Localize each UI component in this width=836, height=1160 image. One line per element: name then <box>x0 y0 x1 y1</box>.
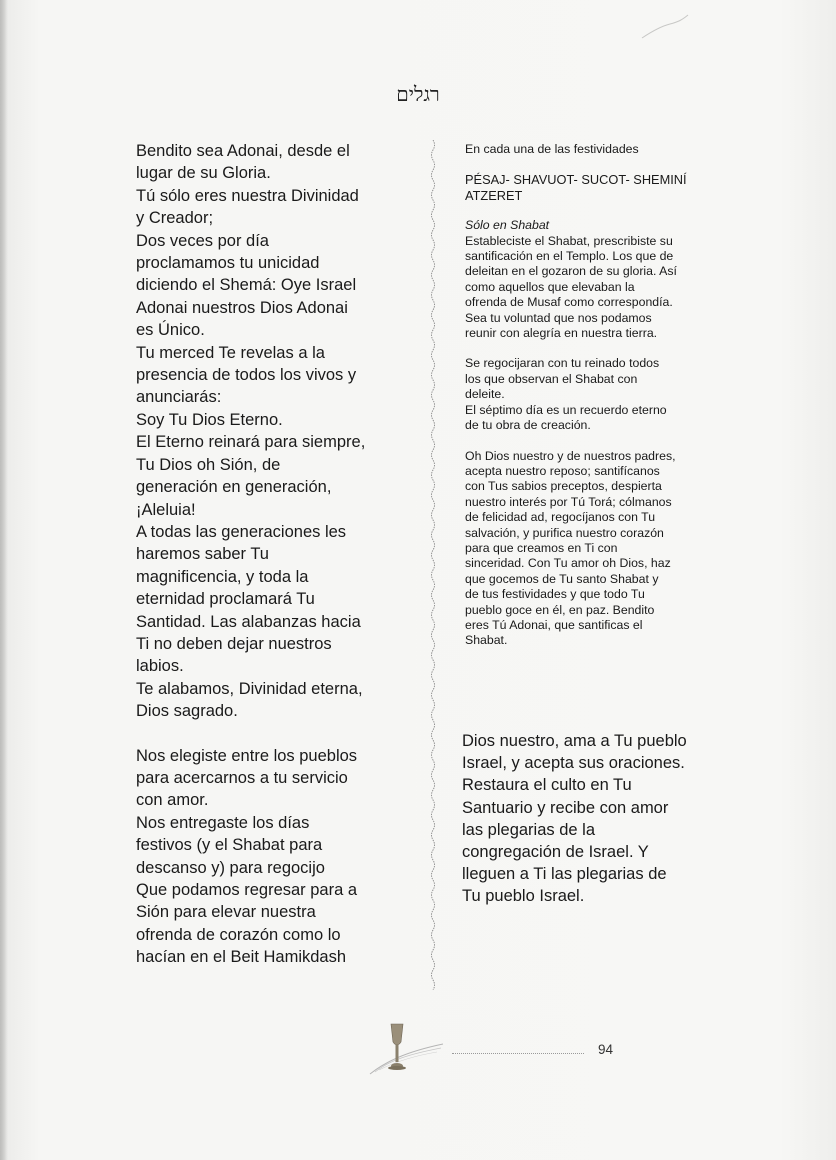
verse-line: Tu Dios oh Sión, de <box>136 455 281 474</box>
page-number: 94 <box>598 1042 614 1057</box>
verse-line: ¡Aleluia! <box>136 500 196 519</box>
wavy-column-divider <box>425 140 441 990</box>
verse-line: Adonai nuestros Dios Adonai <box>136 298 348 317</box>
text-line: con Tus sabios preceptos, despierta <box>465 479 662 494</box>
text-line: deleitan en el gozaron de su gloria. Así <box>465 264 677 279</box>
shabbat-only-heading: Sólo en Shabat <box>465 218 550 233</box>
festivities-intro: En cada una de las festividades <box>465 142 639 156</box>
verse-line: Soy Tu Dios Eterno. <box>136 410 283 429</box>
text-line: eres Tú Adonai, que santificas el <box>465 617 643 632</box>
verse-line: las plegarias de la <box>462 820 595 839</box>
text-line: acepta nuestro reposo; santifícanos <box>465 463 660 478</box>
verse-line: eternidad proclamará Tu <box>136 590 315 609</box>
verse-line: generación en generación, <box>136 478 332 497</box>
verse-line: Dos veces por día <box>136 231 269 250</box>
verse-line: Bendito sea Adonai, desde el <box>136 142 350 160</box>
text-line: pueblo goce en él, en paz. Bendito <box>465 602 655 617</box>
verse-line: lleguen a Ti las plegarias de <box>462 865 667 884</box>
verse-line: anunciarás: <box>136 388 222 407</box>
verse-line: Dios nuestro, ama a Tu pueblo <box>462 732 687 750</box>
festivals-list-line1: PÉSAJ- SHAVUOT- SUCOT- SHEMINÍ <box>465 172 687 188</box>
verse-line: magnificencia, y toda la <box>136 567 309 586</box>
text-line: sinceridad. Con Tu amor oh Dios, haz <box>465 556 671 571</box>
verse-line: ofrenda de corazón como lo <box>136 925 341 944</box>
verse-line: descanso y) para regocijo <box>136 858 325 877</box>
verse-line: y Creador; <box>136 209 214 228</box>
text-line: para que creamos en Ti con <box>465 540 618 555</box>
verse-line: hacían en el Beit Hamikdash <box>136 948 347 967</box>
verse-line: Tu merced Te revelas a la <box>136 343 325 362</box>
verse-line: Nos elegiste entre los pueblos <box>136 746 358 765</box>
text-line: Estableciste el Shabat, prescribiste su <box>465 233 673 248</box>
verse-line: labios. <box>136 657 184 676</box>
text-line: Oh Dios nuestro y de nuestros padres, <box>465 448 676 463</box>
verse-line: es Único. <box>136 321 205 340</box>
text-line: El séptimo día es un recuerdo eterno <box>465 402 667 417</box>
text-line: que gocemos de Tu santo Shabat y <box>465 571 659 586</box>
text-line: deleite. <box>465 387 505 402</box>
right-column <box>465 142 755 649</box>
verse-line: con amor. <box>136 791 209 810</box>
paragraph-love-your-people <box>462 730 762 908</box>
paper-crease-mark <box>640 12 690 42</box>
verse-line: Tú sólo eres nuestra Divinidad <box>136 186 359 205</box>
stanza-2 <box>136 745 426 969</box>
verse-line: congregación de Israel. Y <box>462 843 649 862</box>
text-line: salvación, y purifica nuestro corazón <box>465 525 664 540</box>
text-line: los que observan el Shabat con <box>465 371 638 386</box>
spine-shadow <box>0 0 8 1160</box>
verse-line: presencia de todos los vivos y <box>136 366 357 385</box>
hebrew-title: רגלים <box>396 82 440 106</box>
verse-line: Dios sagrado. <box>136 702 238 721</box>
verse-line: diciendo el Shemá: Oye Israel <box>136 276 357 295</box>
festivals-list-line2: ATZERET <box>465 187 523 203</box>
verse-line: El Eterno reinará para siempre, <box>136 433 366 452</box>
verse-line: para acercarnos a tu servicio <box>136 768 348 787</box>
left-column <box>136 140 426 991</box>
text-line: de tus festividades y que todo Tu <box>465 587 645 602</box>
paragraph-accept-rest <box>465 449 755 649</box>
text-line: nuestro interés por Tú Torá; cólmanos <box>465 494 672 509</box>
text-line: Shabat. <box>465 633 508 648</box>
text-line: Se regocijaran con tu reinado todos <box>465 356 660 371</box>
footer-dotted-rule <box>452 1053 584 1054</box>
kiddush-cup-icon <box>365 1022 445 1078</box>
verse-line: Sión para elevar nuestra <box>136 903 316 922</box>
paragraph-rejoice <box>465 356 755 433</box>
verse-line: Nos entregaste los días <box>136 813 310 832</box>
verse-line: Santuario y recibe con amor <box>462 798 669 817</box>
verse-line: Que podamos regresar para a <box>136 881 358 899</box>
verse-line: lugar de su Gloria. <box>136 164 271 183</box>
verse-line: Restaura el culto en Tu <box>462 776 632 795</box>
verse-line: haremos saber Tu <box>136 545 269 564</box>
text-line: como aquellos que elevaban la <box>465 279 635 294</box>
verse-line: A todas las generaciones les <box>136 522 347 541</box>
text-line: de tu obra de creación. <box>465 418 591 433</box>
stanza-1 <box>136 140 426 723</box>
text-line: santificación en el Templo. Los que de <box>465 249 674 264</box>
verse-line: Tu pueblo Israel. <box>462 887 585 906</box>
text-line: reunir con alegría en nuestra tierra. <box>465 326 658 341</box>
verse-line: Ti no deben dejar nuestros <box>136 634 332 653</box>
verse-line: Israel, y acepta sus oraciones. <box>462 754 685 773</box>
verse-line: Te alabamos, Divinidad eterna, <box>136 679 363 698</box>
text-line: Sea tu voluntad que nos podamos <box>465 310 652 325</box>
verse-line: proclamamos tu unicidad <box>136 254 320 273</box>
text-line: ofrenda de Musaf como correspondía. <box>465 295 673 310</box>
text-line: de felicidad ad, regocíjanos con Tu <box>465 510 656 525</box>
paragraph-shabbat-established <box>465 234 755 342</box>
verse-line: festivos (y el Shabat para <box>136 836 323 855</box>
verse-line: Santidad. Las alabanzas hacia <box>136 612 361 631</box>
